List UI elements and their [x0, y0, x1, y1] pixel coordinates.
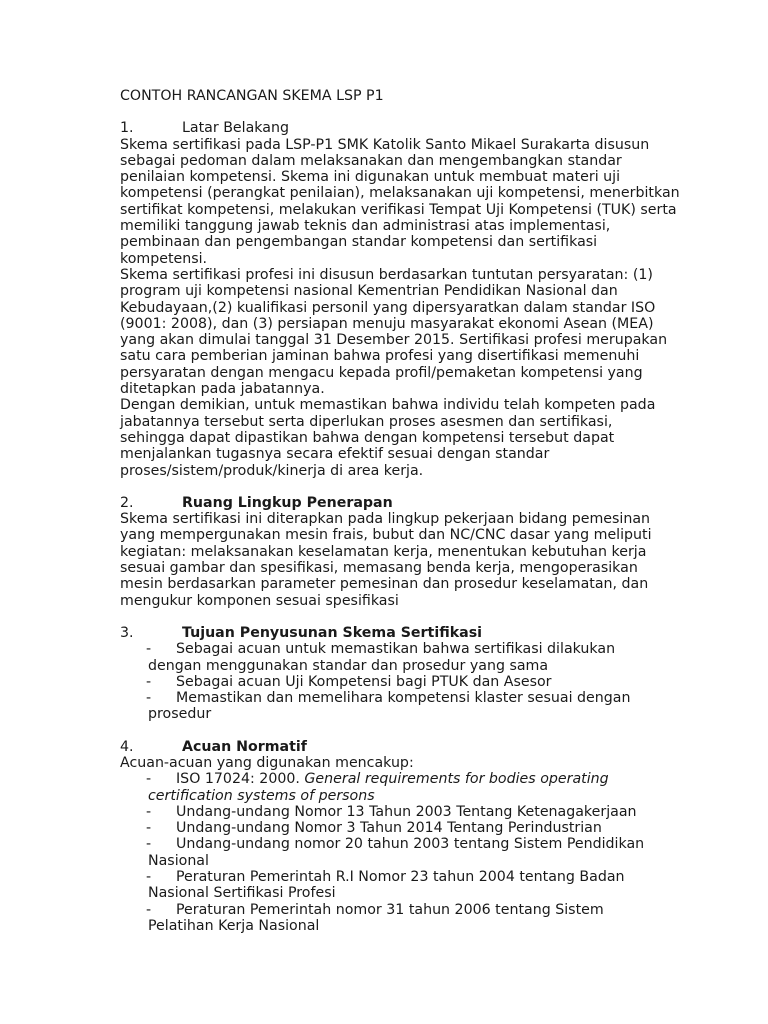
list-item	[120, 804, 680, 820]
list-item	[120, 771, 680, 804]
section-tujuan	[120, 625, 680, 723]
section-acuan-normatif	[120, 739, 680, 935]
list-item-text: Undang-undang Nomor 3 Tahun 2014 Tentang Perindustrian	[176, 820, 602, 837]
list-item-text: Peraturan Pemerintah R.I Nomor 23 tahun 2004 tentang Badan	[176, 869, 625, 886]
dash-marker: -	[146, 803, 152, 820]
list-item-continuation: prosedur	[148, 706, 212, 723]
dash-marker: -	[146, 673, 152, 690]
paragraph: Dengan demikian, untuk memastikan bahwa individu telah kompeten pada jabatannya tersebut serta diperlukan proses asesmen dan sertifikasi, sehingga dapat dipastikan bahwa dengan kompetensi tersebut dapat menjalankan tugasnya secara efektif sesuai dengan standar proses/sistem/produk/kinerja di area kerja.	[120, 397, 656, 479]
paragraph: Skema sertifikasi profesi ini disusun berdasarkan tuntutan persyaratan: (1) program uji kompetensi nasional Kementrian Pendidikan Nasional dan Kebudayaan,(2) kualifikasi personil yang dipersyaratkan dalam standar ISO (9001: 2008), dan (3) persiapan menuju masyarakat ekonomi Asean (MEA) yang akan dimulai tanggal 31 Desember 2015. Sertifikasi profesi merupakan satu cara pemberian jaminan bahwa profesi yang disertifikasi memenuhi persyaratan dengan mengacu kepada profil/pemaketan kompetensi yang ditetapkan pada jabatannya.	[120, 266, 668, 398]
list-item-continuation: Pelatihan Kerja Nasional	[148, 917, 320, 934]
paragraph: Skema sertifikasi pada LSP-P1 SMK Katolik Santo Mikael Surakarta disusun sebagai pedoman dalam melaksanakan dan mengembangkan standar penilaian kompetensi. Skema ini digunakan untuk membuat materi uji kompetensi (perangkat penilaian), melaksanakan uji kompetensi, menerbitkan sertifikat kompetensi, melakukan verifikasi Tempat Uji Kompetensi (TUK) serta memiliki tanggung jawab teknis dan administrasi atas implementasi, pembinaan dan pengembangan standar kompetensi dan sertifikasi kompetensi.	[120, 136, 680, 267]
list-item	[120, 836, 680, 869]
section-number: 2.	[120, 494, 134, 511]
dash-marker: -	[146, 820, 152, 837]
list-item	[120, 902, 680, 935]
bullet-list	[120, 771, 680, 934]
section-number: 1.	[120, 120, 134, 137]
list-item-text: Peraturan Pemerintah nomor 31 tahun 2006 tentang Sistem	[176, 901, 604, 918]
list-item-text: ISO 17024: 2000.	[176, 771, 305, 788]
document-page	[120, 88, 680, 950]
list-item-continuation: Nasional Sertifikasi Profesi	[148, 885, 336, 902]
document-title: CONTOH RANCANGAN SKEMA LSP P1	[120, 88, 384, 104]
section-title: Ruang Lingkup Penerapan	[182, 494, 393, 511]
list-item-text: Sebagai acuan Uji Kompetensi bagi PTUK dan Asesor	[176, 673, 552, 690]
list-item	[120, 869, 680, 902]
section-ruang-lingkup	[120, 495, 680, 609]
section-latar-belakang	[120, 120, 680, 479]
list-item	[120, 641, 680, 674]
list-item-text: Undang-undang Nomor 13 Tahun 2003 Tentang Ketenagakerjaan	[176, 803, 637, 820]
list-item-text: Memastikan dan memelihara kompetensi klaster sesuai dengan	[176, 690, 631, 707]
list-item-continuation-italic: certification systems of persons	[148, 787, 375, 804]
list-item	[120, 674, 680, 690]
list-item-continuation: dengan menggunakan standar dan prosedur yang sama	[148, 657, 549, 674]
section-title: Acuan Normatif	[182, 738, 307, 755]
list-item-text: Undang-undang nomor 20 tahun 2003 tentang Sistem Pendidikan	[176, 836, 645, 853]
section-heading	[120, 625, 680, 641]
dash-marker: -	[146, 836, 152, 853]
bullet-list	[120, 641, 680, 722]
section-heading	[120, 495, 680, 511]
section-heading	[120, 739, 680, 755]
dash-marker: -	[146, 771, 152, 788]
paragraph: Skema sertifikasi ini diterapkan pada lingkup pekerjaan bidang pemesinan yang mempergunakan mesin frais, bubut dan NC/CNC dasar yang meliputi kegiatan: melaksanakan keselamatan kerja, menentukan kebutuhan kerja sesuai gambar dan spesifikasi, memasang benda kerja, mengoperasikan mesin berdasarkan parameter pemesinan dan prosedur keselamatan, dan mengukur komponen sesuai spesifikasi	[120, 511, 652, 609]
list-item	[120, 690, 680, 723]
list-item	[120, 820, 680, 836]
list-item-continuation: Nasional	[148, 852, 209, 869]
section-title: Latar Belakang	[182, 120, 289, 137]
paragraph: Acuan-acuan yang digunakan mencakup:	[120, 754, 414, 771]
dash-marker: -	[146, 690, 152, 707]
list-item-text: Sebagai acuan untuk memastikan bahwa sertifikasi dilakukan	[176, 641, 616, 658]
section-number: 4.	[120, 738, 134, 755]
dash-marker: -	[146, 641, 152, 658]
dash-marker: -	[146, 901, 152, 918]
section-title: Tujuan Penyusunan Skema Sertifikasi	[182, 624, 483, 641]
section-number: 3.	[120, 624, 134, 641]
section-heading	[120, 120, 680, 136]
list-item-italic: General requirements for bodies operating	[304, 771, 609, 788]
dash-marker: -	[146, 869, 152, 886]
